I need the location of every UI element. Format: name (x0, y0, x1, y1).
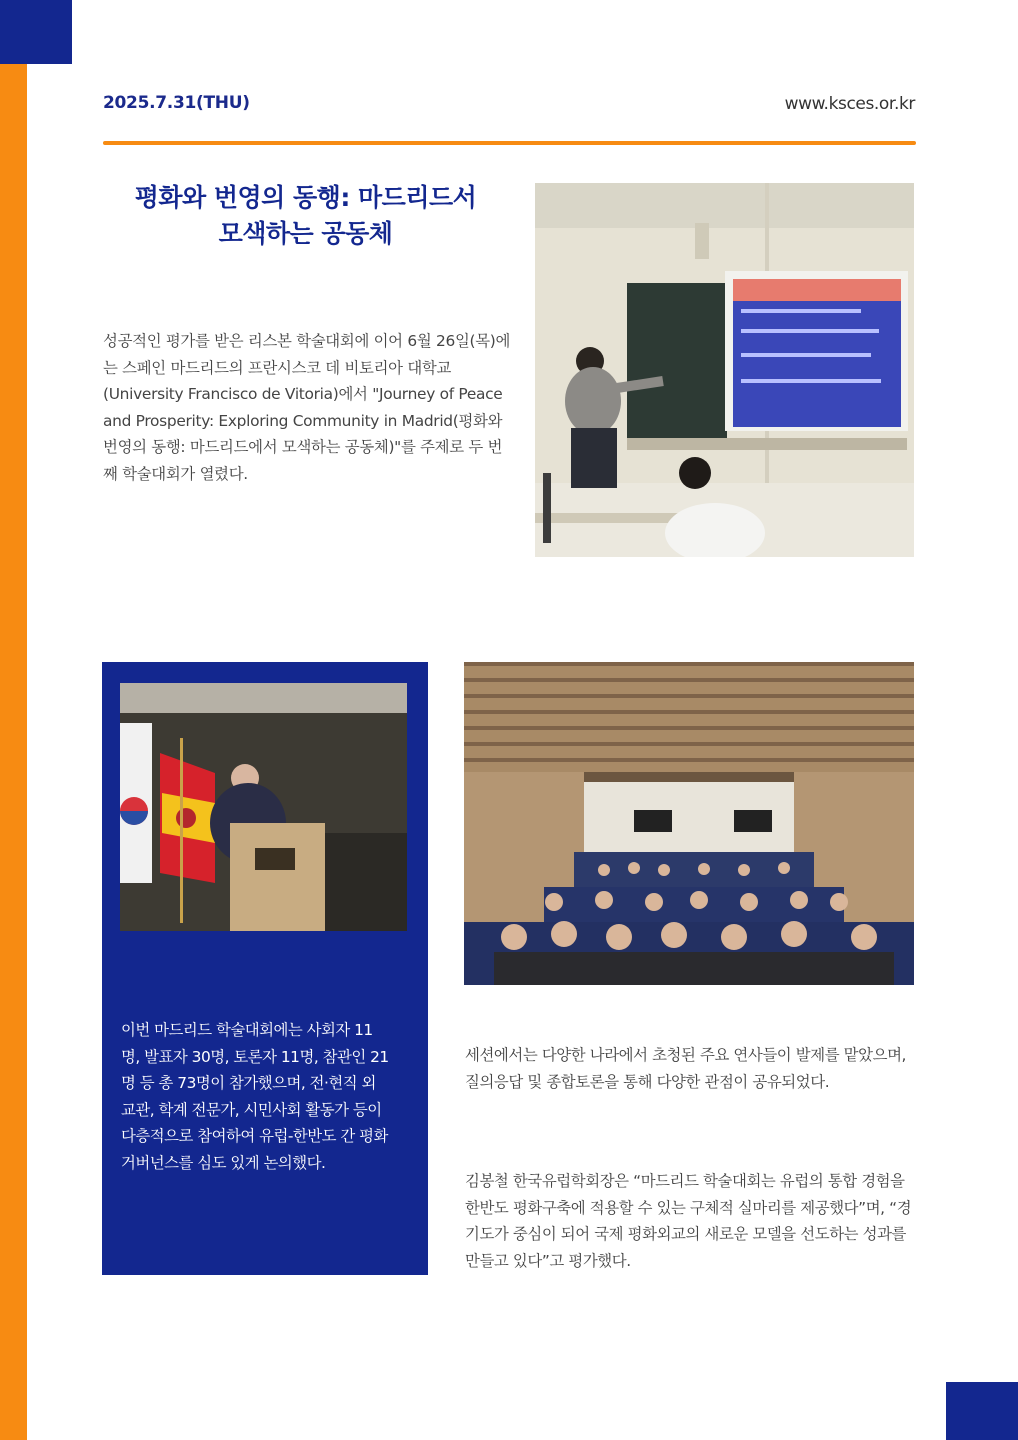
article-title-line1: 평화와 번영의 동행: 마드리드서 (134, 183, 477, 212)
article-title (103, 180, 508, 252)
article-title-line2: 모색하는 공동체 (218, 219, 393, 248)
audience-photo (464, 662, 914, 985)
side-accent-stripe (0, 64, 27, 1440)
participation-paragraph: 이번 마드리드 학술대회에는 사회자 11명, 발표자 30명, 토론자 11명, 참관인 21명 등 총 73명이 참가했으며, 전·현직 외교관, 학계 전문가, 시민사회 활동가 등이 다층적으로 참여하여 유럽-한반도 간 평화 거버넌스를 심도 있게 논의했다. (121, 1021, 389, 1172)
header-divider (103, 141, 916, 145)
podium-speaker-photo (120, 683, 407, 931)
corner-block-top (0, 0, 72, 64)
lecture-photo (535, 183, 914, 557)
corner-block-bottom (946, 1382, 1018, 1440)
website-link[interactable]: www.ksces.or.kr (784, 94, 915, 114)
session-paragraph: 세션에서는 다양한 나라에서 초청된 주요 연사들이 발제를 맡았으며, 질의응답 및 종합토론을 통해 다양한 관점이 공유되었다. (465, 1046, 907, 1091)
president-quote-paragraph: 김봉철 한국유럽학회장은 “마드리드 학술대회는 유럽의 통합 경험을 한반도 평화구축에 적용할 수 있는 구체적 실마리를 제공했다”며, “경기도가 중심이 되어 국제 평화외교의 새로운 모델을 선도하는 성과를 만들고 있다”고 평가했다. (465, 1172, 912, 1270)
issue-date: 2025.7.31(THU) (103, 93, 250, 113)
intro-paragraph: 성공적인 평가를 받은 리스본 학술대회에 이어 6월 26일(목)에는 스페인 마드리드의 프란시스코 데 비토리아 대학교(University Francisco de Vitoria)에서 "Journey of Peace and Prosperity: Exploring Community in Madrid(평화와 번영의 동행: 마드리드에서 모색하는 공동체)"를 주제로 두 번째 학술대회가 열렸다. (103, 332, 511, 483)
